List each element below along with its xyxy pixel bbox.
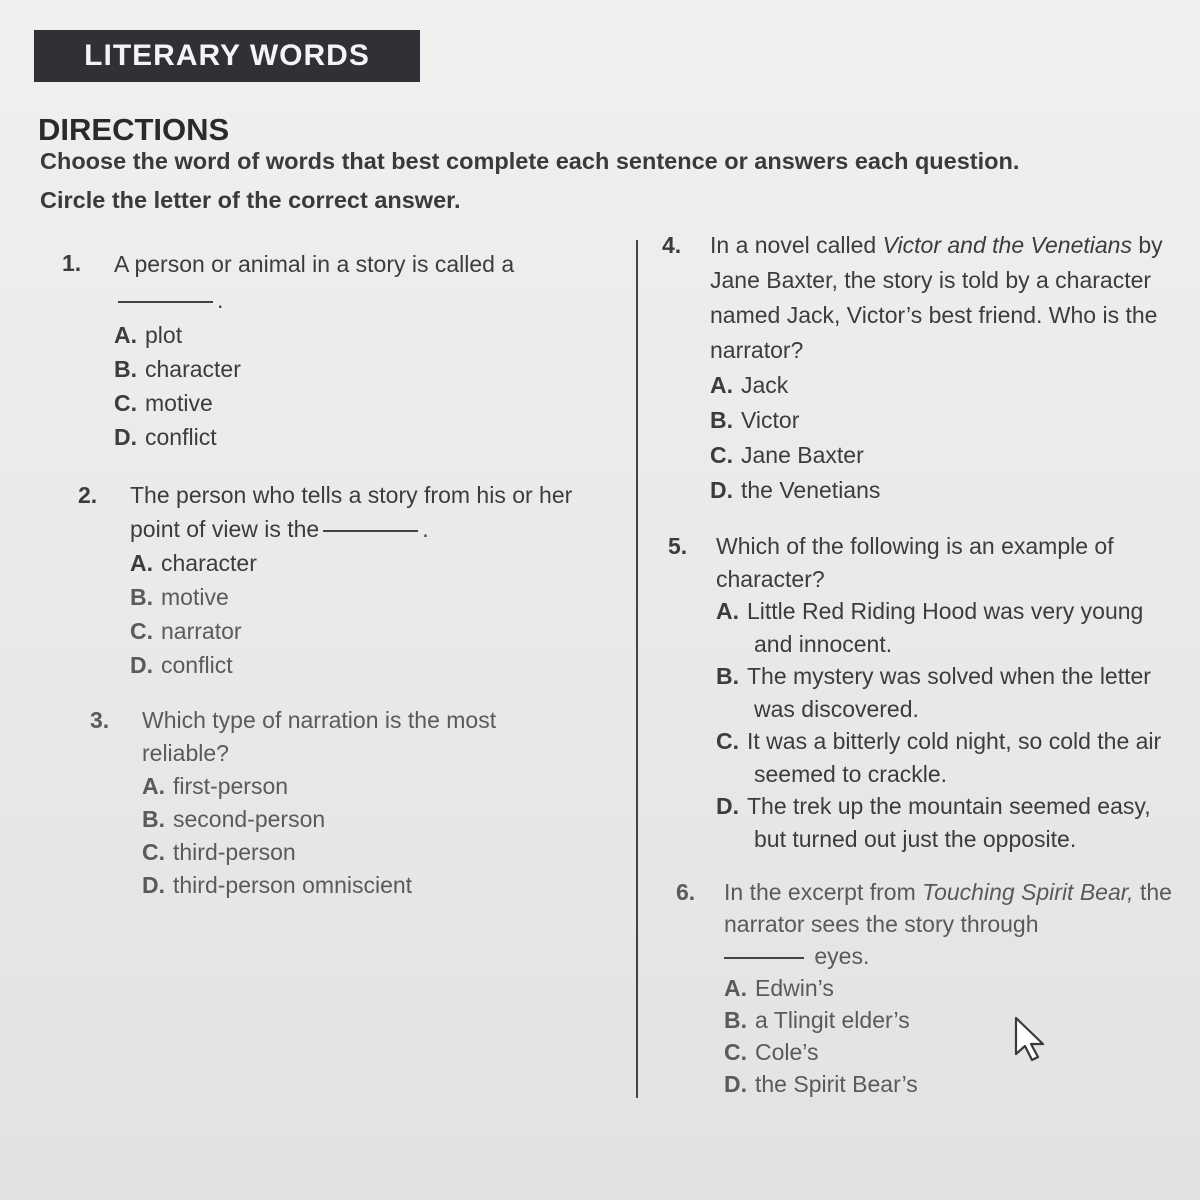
option-a[interactable]: A. first-person (142, 773, 289, 799)
option-b[interactable]: B. character (114, 356, 241, 382)
option-c[interactable]: C. third-person (142, 839, 296, 865)
option-d[interactable]: D. The trek up the mountain seemed easy, but turned out just the opposite. (716, 793, 1151, 852)
question-number: 6. (676, 879, 696, 905)
stem-end: eyes. (814, 943, 870, 969)
question-number: 5. (668, 533, 688, 559)
directions-text: Choose the word of words that best complete each sentence or answers each question. Circle the letter of the correct answer. (40, 148, 1020, 213)
question-5 (668, 530, 1183, 855)
option-a[interactable]: A. Jack (710, 372, 789, 398)
stem-text: In the excerpt from (724, 879, 916, 905)
option-c[interactable]: C. narrator (130, 618, 242, 644)
question-3 (90, 704, 610, 902)
option-a[interactable]: A. character (130, 550, 257, 576)
option-b[interactable]: B. Victor (710, 407, 800, 433)
question-stem: Which type of narration is the most reliable? (142, 707, 497, 766)
question-stem (710, 228, 1182, 368)
question-number: 1. (62, 250, 82, 276)
option-c[interactable]: C. Cole’s (724, 1039, 819, 1065)
stem-end: . (422, 516, 429, 542)
option-d[interactable]: D. the Spirit Bear’s (724, 1071, 918, 1097)
option-c[interactable]: C. Jane Baxter (710, 442, 864, 468)
option-d[interactable]: D. third-person omniscient (142, 872, 413, 898)
mouse-pointer-icon (1012, 1016, 1048, 1062)
option-b[interactable]: B. motive (130, 584, 229, 610)
option-a[interactable]: A. Edwin’s (724, 975, 834, 1001)
directions-heading: DIRECTIONS (38, 112, 230, 147)
option-d[interactable]: D. conflict (114, 424, 217, 450)
section-banner: LITERARY WORDS (34, 30, 420, 82)
option-a[interactable]: A. Little Red Riding Hood was very young and innocent. (716, 598, 1144, 657)
book-title: Touching Spirit Bear, (922, 879, 1134, 905)
question-number: 3. (90, 707, 110, 733)
column-divider (636, 240, 638, 1098)
question-number: 4. (662, 232, 682, 258)
question-1 (62, 246, 582, 454)
stem-text: A person or animal in a story is called a (114, 251, 515, 277)
stem-text: In a novel called (710, 232, 877, 258)
option-a[interactable]: A. plot (114, 322, 183, 348)
option-c[interactable]: C. It was a bitterly cold night, so cold the air seemed to crackle. (716, 728, 1162, 787)
answer-blank (118, 300, 213, 303)
question-stem: Which of the following is an example of character? (716, 533, 1114, 592)
stem-text-mid: the narrator sees the story through (724, 879, 1172, 937)
question-6 (676, 876, 1176, 1100)
question-stem (724, 876, 1176, 972)
stem-text: The person who tells a story from his or her point of view is the (130, 482, 573, 542)
option-b[interactable]: B. The mystery was solved when the letter was discovered. (716, 663, 1151, 722)
option-b[interactable]: B. a Tlingit elder’s (724, 1007, 910, 1033)
option-d[interactable]: D. conflict (130, 652, 233, 678)
question-stem (114, 246, 582, 318)
stem-text-rest: by Jane Baxter, the story is told by a character named Jack, Victor’s best friend. Who is the narrator? (710, 232, 1163, 363)
answer-blank (323, 529, 418, 532)
stem-end: . (217, 287, 224, 313)
question-stem (130, 478, 598, 546)
question-4 (662, 228, 1182, 508)
question-number: 2. (78, 482, 98, 508)
option-b[interactable]: B. second-person (142, 806, 326, 832)
option-d[interactable]: D. the Venetians (710, 477, 881, 503)
answer-blank (724, 956, 804, 959)
option-c[interactable]: C. motive (114, 390, 213, 416)
question-2 (78, 478, 598, 682)
book-title: Victor and the Venetians (882, 232, 1132, 258)
